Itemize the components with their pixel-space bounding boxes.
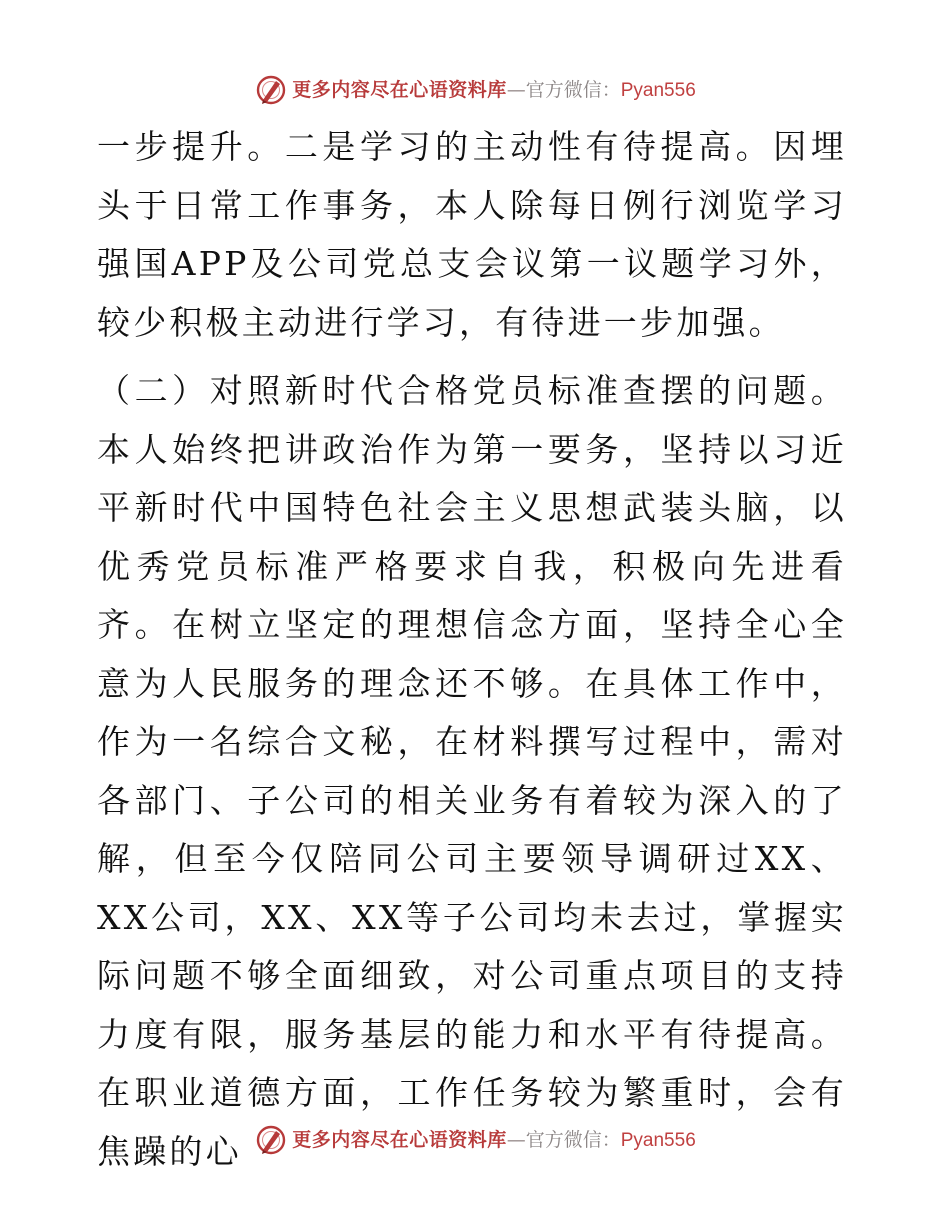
paragraph-2: （二）对照新时代合格党员标准查摆的问题。本人始终把讲政治作为第一要务，坚持以习近平新时代中国特色社会主义思想武装头脑，以优秀党员标准严格要求自我，积极向先进看齐。在树立坚定的理想信念方面，坚持全心全意为人民服务的理念还不够。在具体工作中，作为一名综合文秘，在材料撰写过程中，需对各部门、子公司的相关业务有着较为深入的了解，但至今仅陪同公司主要领导调研过XX、XX公司，XX、XX等子公司均未去过，掌握实际问题不够全面细致，对公司重点项目的支持力度有限，服务基层的能力和水平有待提高。在职业道德方面，工作任务较为繁重时，会有焦躁的心 xyxy=(97,371,847,1171)
pen-nib-logo-icon xyxy=(254,73,288,107)
footer-watermark xyxy=(0,1120,950,1160)
watermark-brand: 更多内容尽在心语资料库 xyxy=(292,78,507,101)
pen-nib-logo-icon xyxy=(254,1123,288,1157)
watermark-wechat-label: 官方微信： xyxy=(525,78,621,101)
document-body xyxy=(97,118,847,1181)
paragraph-1: 一步提升。二是学习的主动性有待提高。因埋头于日常工作事务，本人除每日例行浏览学习强国APP及公司党总支会议第一议题学习外，较少积极主动进行学习，有待进一步加强。 xyxy=(97,127,847,342)
header-watermark xyxy=(0,70,950,110)
watermark-separator: — xyxy=(506,78,526,101)
watermark-wechat-id: Pyan556 xyxy=(620,79,696,101)
watermark-separator: — xyxy=(506,1128,526,1151)
watermark-wechat-label: 官方微信： xyxy=(525,1128,621,1151)
watermark-wechat-id: Pyan556 xyxy=(620,1129,696,1151)
watermark-brand: 更多内容尽在心语资料库 xyxy=(292,1128,507,1151)
